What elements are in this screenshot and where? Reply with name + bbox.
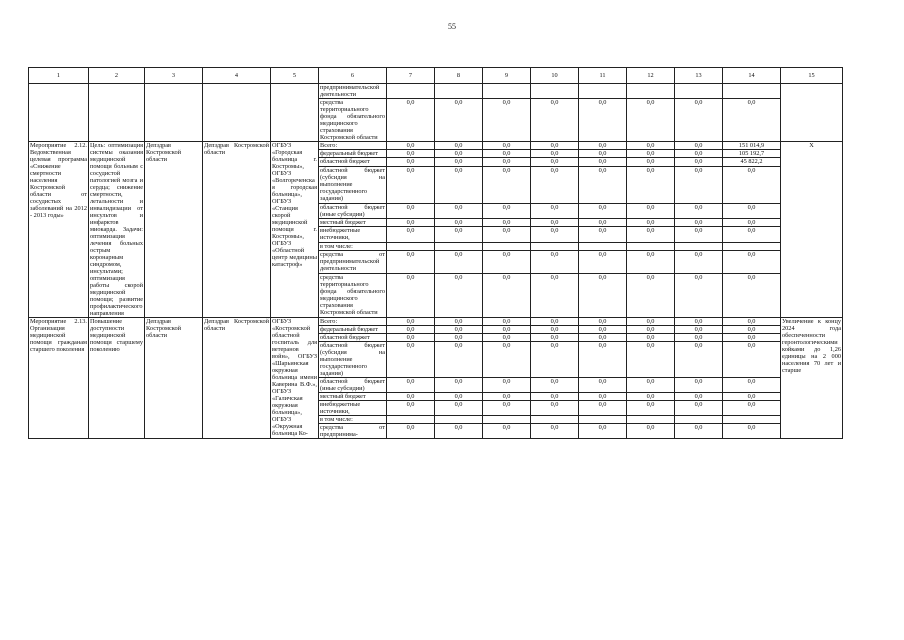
value-cell: 0,0	[579, 318, 627, 326]
value-cell	[531, 84, 579, 99]
value-cell: 0,0	[531, 424, 579, 439]
value-cell: 0,0	[627, 142, 675, 150]
value-cell: 0,0	[435, 342, 483, 378]
measure-name: Мероприятие 2.12. Ведомственная целевая программа «Снижение смертности населения Костромской области от сосудистых заболеваний на 2012 - 2013 годы»	[29, 142, 89, 318]
value-cell: 0,0	[387, 251, 435, 274]
value-cell: 0,0	[531, 158, 579, 166]
funding-source: местный бюджет	[319, 219, 387, 227]
funding-source: Всего:	[319, 142, 387, 150]
value-cell: 0,0	[387, 142, 435, 150]
value-cell: 0,0	[387, 424, 435, 439]
value-cell: 0,0	[435, 401, 483, 416]
value-cell: 0,0	[483, 142, 531, 150]
empty-cell	[271, 84, 319, 142]
empty-cell	[145, 84, 203, 142]
value-cell: 0,0	[435, 142, 483, 150]
value-cell: 0,0	[483, 150, 531, 158]
column-number: 3	[145, 68, 203, 84]
co-executor: Депздрав Костромской области	[203, 142, 271, 318]
value-cell: 0,0	[531, 273, 579, 317]
value-cell: 0,0	[435, 99, 483, 142]
funding-source: средства от предпринима-	[320, 424, 385, 438]
value-cell: 0,0	[675, 342, 723, 378]
value-cell	[435, 84, 483, 99]
value-cell: 105 192,7	[723, 150, 781, 158]
value-cell: 0,0	[531, 251, 579, 274]
value-cell: 0,0	[627, 166, 675, 203]
value-cell: 45 822,2	[723, 158, 781, 166]
value-cell: 0,0	[579, 142, 627, 150]
value-cell: 0,0	[675, 401, 723, 416]
value-cell	[723, 242, 781, 250]
value-cell	[675, 84, 723, 99]
value-cell: 0,0	[387, 318, 435, 326]
column-number: 2	[89, 68, 145, 84]
value-cell: 0,0	[387, 166, 435, 203]
value-cell: 0,0	[675, 203, 723, 218]
value-cell: 0,0	[579, 273, 627, 317]
value-cell: 0,0	[675, 219, 723, 227]
value-cell	[387, 84, 435, 99]
value-cell: 0,0	[435, 203, 483, 218]
value-cell: 0,0	[483, 158, 531, 166]
value-cell: 0,0	[483, 393, 531, 401]
funding-source: местный бюджет	[319, 393, 387, 401]
funding-source: областной бюджет (субсидия на выполнение государственного задания)	[320, 166, 385, 202]
value-cell: 0,0	[483, 251, 531, 274]
measure-goal: Цель: оптимизация системы оказания медицинской помощи больным с сосудистой патологией мозга и сердца; снижение смертности, летальности и инвалидизации от инсультов и инфарктов миокарда. Задачи: оптимизация лечения больных острым коронарным синдромом, инсультами; оптимизация работы скорой медицинской помощи; развитие профилактического направления	[90, 142, 143, 317]
measure-name: Мероприятие 2.13. Организация медицинской помощи гражданам старшего поколения	[29, 318, 89, 439]
value-cell	[387, 416, 435, 424]
value-cell: 0,0	[579, 203, 627, 218]
column-number: 4	[203, 68, 271, 84]
column-number: 6	[319, 68, 387, 84]
funding-source: областной бюджет (иные субсидии)	[320, 203, 385, 218]
value-cell: 0,0	[483, 334, 531, 342]
value-cell	[483, 84, 531, 99]
value-cell: 0,0	[531, 334, 579, 342]
value-cell: 0,0	[579, 342, 627, 378]
funding-source: областной бюджет (иные субсидии)	[320, 378, 385, 392]
funding-source: федеральный бюджет	[319, 150, 387, 158]
responsible-executor: Депздрав Костромской области	[145, 318, 203, 439]
value-cell	[675, 416, 723, 424]
value-cell: 0,0	[387, 401, 435, 416]
value-cell: 0,0	[675, 326, 723, 334]
value-cell: 0,0	[579, 378, 627, 393]
value-cell: 0,0	[723, 424, 781, 439]
participants: ОГБУЗ «Костромской областной госпиталь для ветеранов войн», ОГБУЗ «Шарьинская окружная больница имени Каверина В.Ф.», ОГБУЗ «Галичская окружная больница», ОГБУЗ «Окружная больница Ко-	[272, 318, 317, 437]
value-cell	[435, 242, 483, 250]
value-cell: 0,0	[723, 166, 781, 203]
value-cell: 0,0	[579, 99, 627, 142]
value-cell: 0,0	[675, 227, 723, 242]
value-cell: 0,0	[483, 401, 531, 416]
column-number: 7	[387, 68, 435, 84]
value-cell: 0,0	[531, 219, 579, 227]
value-cell: 0,0	[435, 219, 483, 227]
value-cell: 0,0	[483, 273, 531, 317]
value-cell: 0,0	[627, 326, 675, 334]
value-cell: 0,0	[435, 251, 483, 274]
funding-source: внебюджетные источники,	[319, 401, 387, 416]
value-cell: 0,0	[435, 378, 483, 393]
column-number: 1	[29, 68, 89, 84]
funding-source: областной бюджет	[319, 158, 387, 166]
value-cell: 0,0	[723, 342, 781, 378]
value-cell: 0,0	[387, 219, 435, 227]
value-cell: 0,0	[435, 318, 483, 326]
value-cell: 0,0	[675, 99, 723, 142]
value-cell: 0,0	[675, 334, 723, 342]
table-row	[29, 84, 843, 99]
value-cell: 0,0	[579, 401, 627, 416]
value-cell: 0,0	[387, 227, 435, 242]
value-cell: 0,0	[627, 334, 675, 342]
value-cell: 0,0	[483, 219, 531, 227]
value-cell: 0,0	[387, 378, 435, 393]
empty-cell	[203, 84, 271, 142]
value-cell: 0,0	[579, 166, 627, 203]
value-cell	[579, 242, 627, 250]
value-cell: 0,0	[579, 334, 627, 342]
expected-result: Увеличение к концу 2024 года обеспеченности геронтологическими койками до 1,26 единицы на 2 000 населения 70 лет и старше	[781, 318, 843, 439]
value-cell: 0,0	[627, 378, 675, 393]
value-cell: 0,0	[387, 334, 435, 342]
value-cell: 0,0	[387, 273, 435, 317]
value-cell: 0,0	[627, 219, 675, 227]
value-cell: 0,0	[723, 378, 781, 393]
funding-source: федеральный бюджет	[319, 326, 387, 334]
value-cell: 0,0	[531, 227, 579, 242]
column-number: 15	[781, 68, 843, 84]
value-cell: 0,0	[579, 150, 627, 158]
value-cell: 0,0	[627, 227, 675, 242]
funding-source: областной бюджет (субсидия на выполнение государственного задания)	[320, 342, 385, 377]
value-cell	[531, 242, 579, 250]
column-number: 14	[723, 68, 781, 84]
funding-source: средства территориального фонда обязательного медицинского страхования Костромской области	[320, 99, 385, 141]
value-cell: 0,0	[627, 99, 675, 142]
value-cell: 0,0	[627, 401, 675, 416]
value-cell: 0,0	[435, 273, 483, 317]
value-cell: 0,0	[675, 424, 723, 439]
funding-source: предпринимательской деятельности	[319, 84, 387, 99]
value-cell	[675, 242, 723, 250]
value-cell: 0,0	[627, 158, 675, 166]
value-cell: 0,0	[387, 158, 435, 166]
value-cell	[579, 84, 627, 99]
column-number: 10	[531, 68, 579, 84]
value-cell: 0,0	[627, 393, 675, 401]
value-cell: 0,0	[483, 227, 531, 242]
funding-source: средства от предпринимательской деятельности	[320, 251, 385, 273]
value-cell: 0,0	[435, 326, 483, 334]
value-cell: 0,0	[483, 203, 531, 218]
value-cell: 0,0	[483, 378, 531, 393]
value-cell: 0,0	[531, 318, 579, 326]
value-cell: 0,0	[531, 166, 579, 203]
value-cell: 0,0	[387, 99, 435, 142]
value-cell: 0,0	[675, 142, 723, 150]
column-number: 8	[435, 68, 483, 84]
value-cell: 0,0	[387, 326, 435, 334]
value-cell	[627, 242, 675, 250]
co-executor: Депздрав Костромской области	[203, 318, 271, 439]
value-cell	[435, 416, 483, 424]
value-cell: 0,0	[675, 318, 723, 326]
value-cell: 0,0	[435, 227, 483, 242]
value-cell: 0,0	[627, 251, 675, 274]
value-cell: 0,0	[435, 166, 483, 203]
expected-result: X	[781, 142, 843, 318]
value-cell	[723, 84, 781, 99]
value-cell: 0,0	[675, 158, 723, 166]
value-cell: 0,0	[723, 273, 781, 317]
column-number: 9	[483, 68, 531, 84]
value-cell	[483, 242, 531, 250]
value-cell: 0,0	[723, 227, 781, 242]
value-cell	[579, 416, 627, 424]
value-cell: 0,0	[579, 326, 627, 334]
value-cell: 0,0	[579, 393, 627, 401]
value-cell: 0,0	[483, 99, 531, 142]
value-cell: 0,0	[723, 393, 781, 401]
value-cell: 0,0	[435, 334, 483, 342]
table-row	[29, 318, 843, 326]
funding-source: областной бюджет	[319, 334, 387, 342]
value-cell: 0,0	[387, 150, 435, 158]
value-cell: 0,0	[531, 326, 579, 334]
value-cell: 0,0	[483, 318, 531, 326]
value-cell: 0,0	[435, 158, 483, 166]
value-cell: 0,0	[483, 166, 531, 203]
value-cell: 0,0	[435, 424, 483, 439]
header-row	[29, 68, 843, 84]
value-cell: 0,0	[531, 401, 579, 416]
value-cell: 0,0	[483, 342, 531, 378]
participants: ОГБУЗ «Городская больница г. Костромы», ОГБУЗ «Волгореченская городская больница», ОГБУЗ «Станция скорой медицинской помощи г. Костромы», ОГБУЗ «Областной центр медицины катастроф»	[271, 142, 319, 318]
value-cell: 0,0	[675, 166, 723, 203]
value-cell: 0,0	[723, 334, 781, 342]
budget-table	[28, 67, 843, 439]
value-cell: 0,0	[579, 424, 627, 439]
value-cell: 0,0	[675, 378, 723, 393]
value-cell: 0,0	[531, 203, 579, 218]
value-cell: 0,0	[387, 203, 435, 218]
value-cell: 0,0	[675, 273, 723, 317]
value-cell: 0,0	[579, 158, 627, 166]
value-cell: 0,0	[435, 150, 483, 158]
column-number: 11	[579, 68, 627, 84]
value-cell: 0,0	[675, 393, 723, 401]
value-cell	[483, 416, 531, 424]
value-cell: 0,0	[579, 251, 627, 274]
value-cell: 0,0	[483, 424, 531, 439]
value-cell: 0,0	[387, 342, 435, 378]
value-cell: 0,0	[531, 342, 579, 378]
value-cell: 0,0	[531, 150, 579, 158]
value-cell: 0,0	[723, 401, 781, 416]
value-cell: 0,0	[627, 150, 675, 158]
value-cell: 0,0	[723, 203, 781, 218]
page-number: 55	[448, 22, 456, 31]
empty-cell	[781, 84, 843, 142]
funding-source: Всего:	[319, 318, 387, 326]
value-cell: 0,0	[531, 393, 579, 401]
funding-source: в том числе:	[319, 416, 387, 424]
value-cell: 0,0	[579, 227, 627, 242]
funding-source: в том числе:	[319, 242, 387, 250]
value-cell: 0,0	[579, 219, 627, 227]
value-cell: 0,0	[627, 424, 675, 439]
value-cell: 0,0	[627, 342, 675, 378]
value-cell: 0,0	[531, 142, 579, 150]
value-cell: 0,0	[387, 393, 435, 401]
value-cell	[723, 416, 781, 424]
value-cell: 0,0	[531, 378, 579, 393]
value-cell: 0,0	[627, 203, 675, 218]
value-cell: 0,0	[723, 219, 781, 227]
column-number: 13	[675, 68, 723, 84]
column-number: 5	[271, 68, 319, 84]
value-cell: 151 014,9	[723, 142, 781, 150]
funding-source: средства территориального фонда обязательного медицинского страхования Костромской области	[320, 273, 385, 316]
value-cell	[531, 416, 579, 424]
value-cell	[627, 84, 675, 99]
measure-goal: Повышение доступности медицинской помощи старшему поколению	[89, 318, 145, 439]
empty-cell	[29, 84, 89, 142]
value-cell: 0,0	[723, 99, 781, 142]
value-cell: 0,0	[675, 251, 723, 274]
value-cell: 0,0	[723, 326, 781, 334]
funding-source: внебюджетные источники,	[319, 227, 387, 242]
value-cell: 0,0	[531, 99, 579, 142]
responsible-executor: Депздрав Костромской области	[145, 142, 203, 318]
value-cell: 0,0	[723, 318, 781, 326]
value-cell	[627, 416, 675, 424]
empty-cell	[89, 84, 145, 142]
value-cell: 0,0	[675, 150, 723, 158]
column-number: 12	[627, 68, 675, 84]
value-cell: 0,0	[627, 318, 675, 326]
value-cell	[387, 242, 435, 250]
value-cell: 0,0	[627, 273, 675, 317]
value-cell: 0,0	[435, 393, 483, 401]
value-cell: 0,0	[723, 251, 781, 274]
table-row	[29, 142, 843, 150]
value-cell: 0,0	[483, 326, 531, 334]
